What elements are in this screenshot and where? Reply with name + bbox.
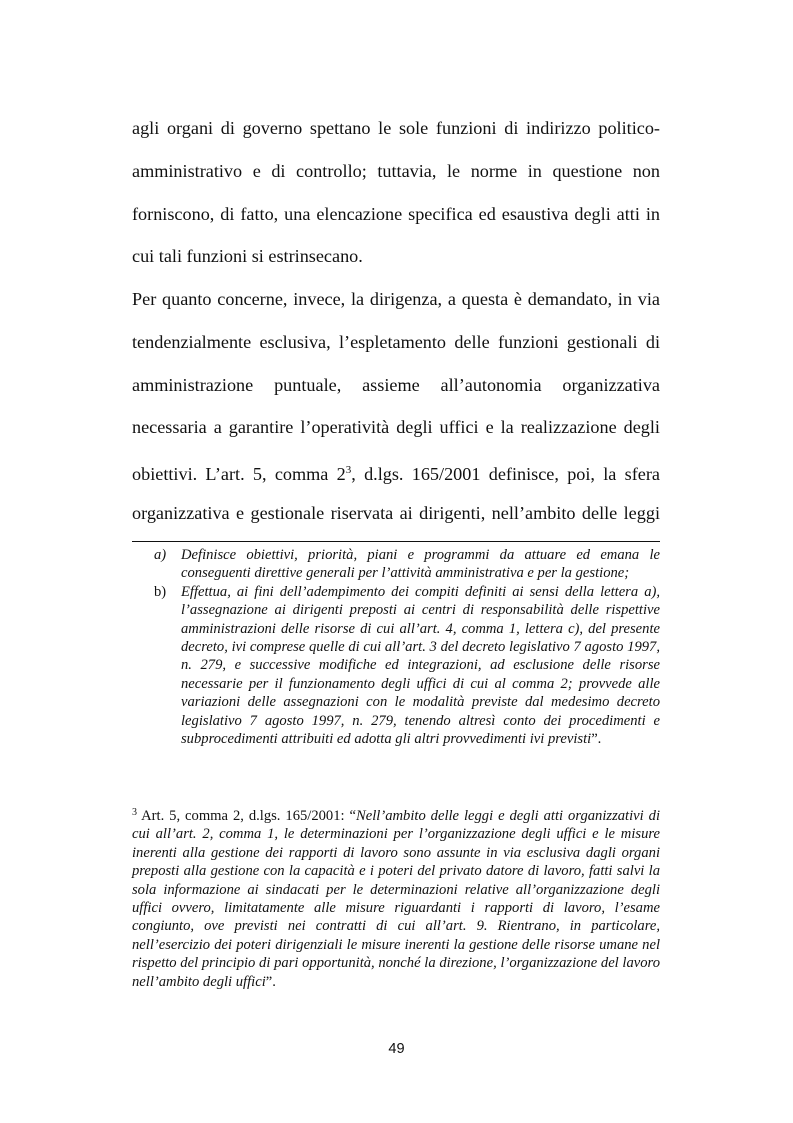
footnote-item-marker: a) [154, 547, 167, 563]
footnote-list [150, 546, 660, 748]
ref-after: , d.lgs. 165/2001 definisce, poi, la sfera [351, 464, 660, 484]
footnote-3-closing: ”. [265, 973, 276, 990]
body-line-1: agli organi di governo spettano le sole funzioni di indirizzo politico- [132, 118, 660, 138]
body-line-2: amministrativo e di controllo; tuttavia, le norme in questione non [132, 161, 660, 181]
footnote-3-quote: Nell’ambito delle leggi e degli atti organizzativi di cui all’art. 2, comma 1, le determinazioni per l’organizzazione degli uffici e le misure inerenti alla gestione dei rapporti di lavoro sono assunte in via esclusiva dagli organi preposti alla gestione con la capacità e i poteri del privato datore di lavoro, fatti salvi la sola informazione ai sindacati per le determinazioni relative all’organizzazione degli uffici ovvero, limitatamente alle misure riguardanti i rapporti di lavoro, l’esame congiunto, ove previsti nei contratti di cui all’art. 9. Rientrano, in particolare, nell’esercizio dei poteri dirigenziali le misure inerenti la gestione delle risorse umane nel rispetto del principio di pari opportunità, nonché la direzione, l’organizzazione del lavoro nell’ambito degli uffici [132, 808, 660, 990]
ref-before: obiettivi. L’art. 5, comma 2 [132, 464, 346, 484]
footnote-b-closing: ”. [591, 731, 602, 748]
footnote-item-marker: b) [154, 583, 167, 600]
footnote-3 [132, 804, 660, 991]
footnote-3-lead: Art. 5, comma 2, d.lgs. 165/2001: “ [137, 808, 357, 824]
body-line-5: Per quanto concerne, invece, la dirigenza, a questa è demandato, in via [132, 289, 660, 309]
body-line-9-ref [132, 460, 660, 484]
body-line-4: cui tali funzioni si estrinsecano. [132, 246, 363, 266]
body-line-10: organizzativa e gestionale riservata ai dirigenti, nell’ambito delle leggi [132, 503, 660, 523]
footnote-b-body: Effettua, ai fini dell’adempimento dei compiti definiti ai sensi della lettera a), l’assegnazione ai dirigenti preposti ai centri di responsabilità delle rispettive amministrazioni delle risorse di cui all’art. 4, comma 1, lettera c), del presente decreto, ivi comprese quelle di cui all’art. 3 del decreto legislativo 7 agosto 1997, n. 279, e successive modifiche ed integrazioni, ad esclusione delle risorse necessarie per il funzionamento degli uffici di cui al comma 2; provvede alle variazioni delle assegnazioni con le modalità previste dal medesimo decreto legislativo 7 agosto 1997, n. 279, tenendo altresì conto dei procedimenti e subprocedimenti attribuiti ed adotta gli altri provvedimenti ivi previsti [181, 583, 660, 748]
body-line-6: tendenzialmente esclusiva, l’espletamento delle funzioni gestionali di [132, 332, 660, 352]
footnote-item-b [150, 583, 660, 749]
footnote-item-text [181, 583, 660, 749]
body-line-8: necessaria a garantire l’operatività degli uffici e la realizzazione degli [132, 417, 660, 437]
body-line-3: forniscono, di fatto, una elencazione specifica ed esaustiva degli atti in [132, 204, 660, 224]
footnote-3-number: 3 [132, 807, 137, 818]
footnote-ref-3: 3 [345, 464, 352, 476]
body-line-7: amministrazione puntuale, assieme all’autonomia organizzativa [132, 375, 660, 395]
footnote-item-a [150, 546, 660, 583]
footnote-item-text: Definisce obiettivi, priorità, piani e programmi da attuare ed emana le conseguenti direttive generali per l’attività amministrativa e per la gestione; [181, 547, 660, 582]
page-number: 49 [388, 1041, 405, 1057]
footnote-separator [132, 541, 660, 542]
